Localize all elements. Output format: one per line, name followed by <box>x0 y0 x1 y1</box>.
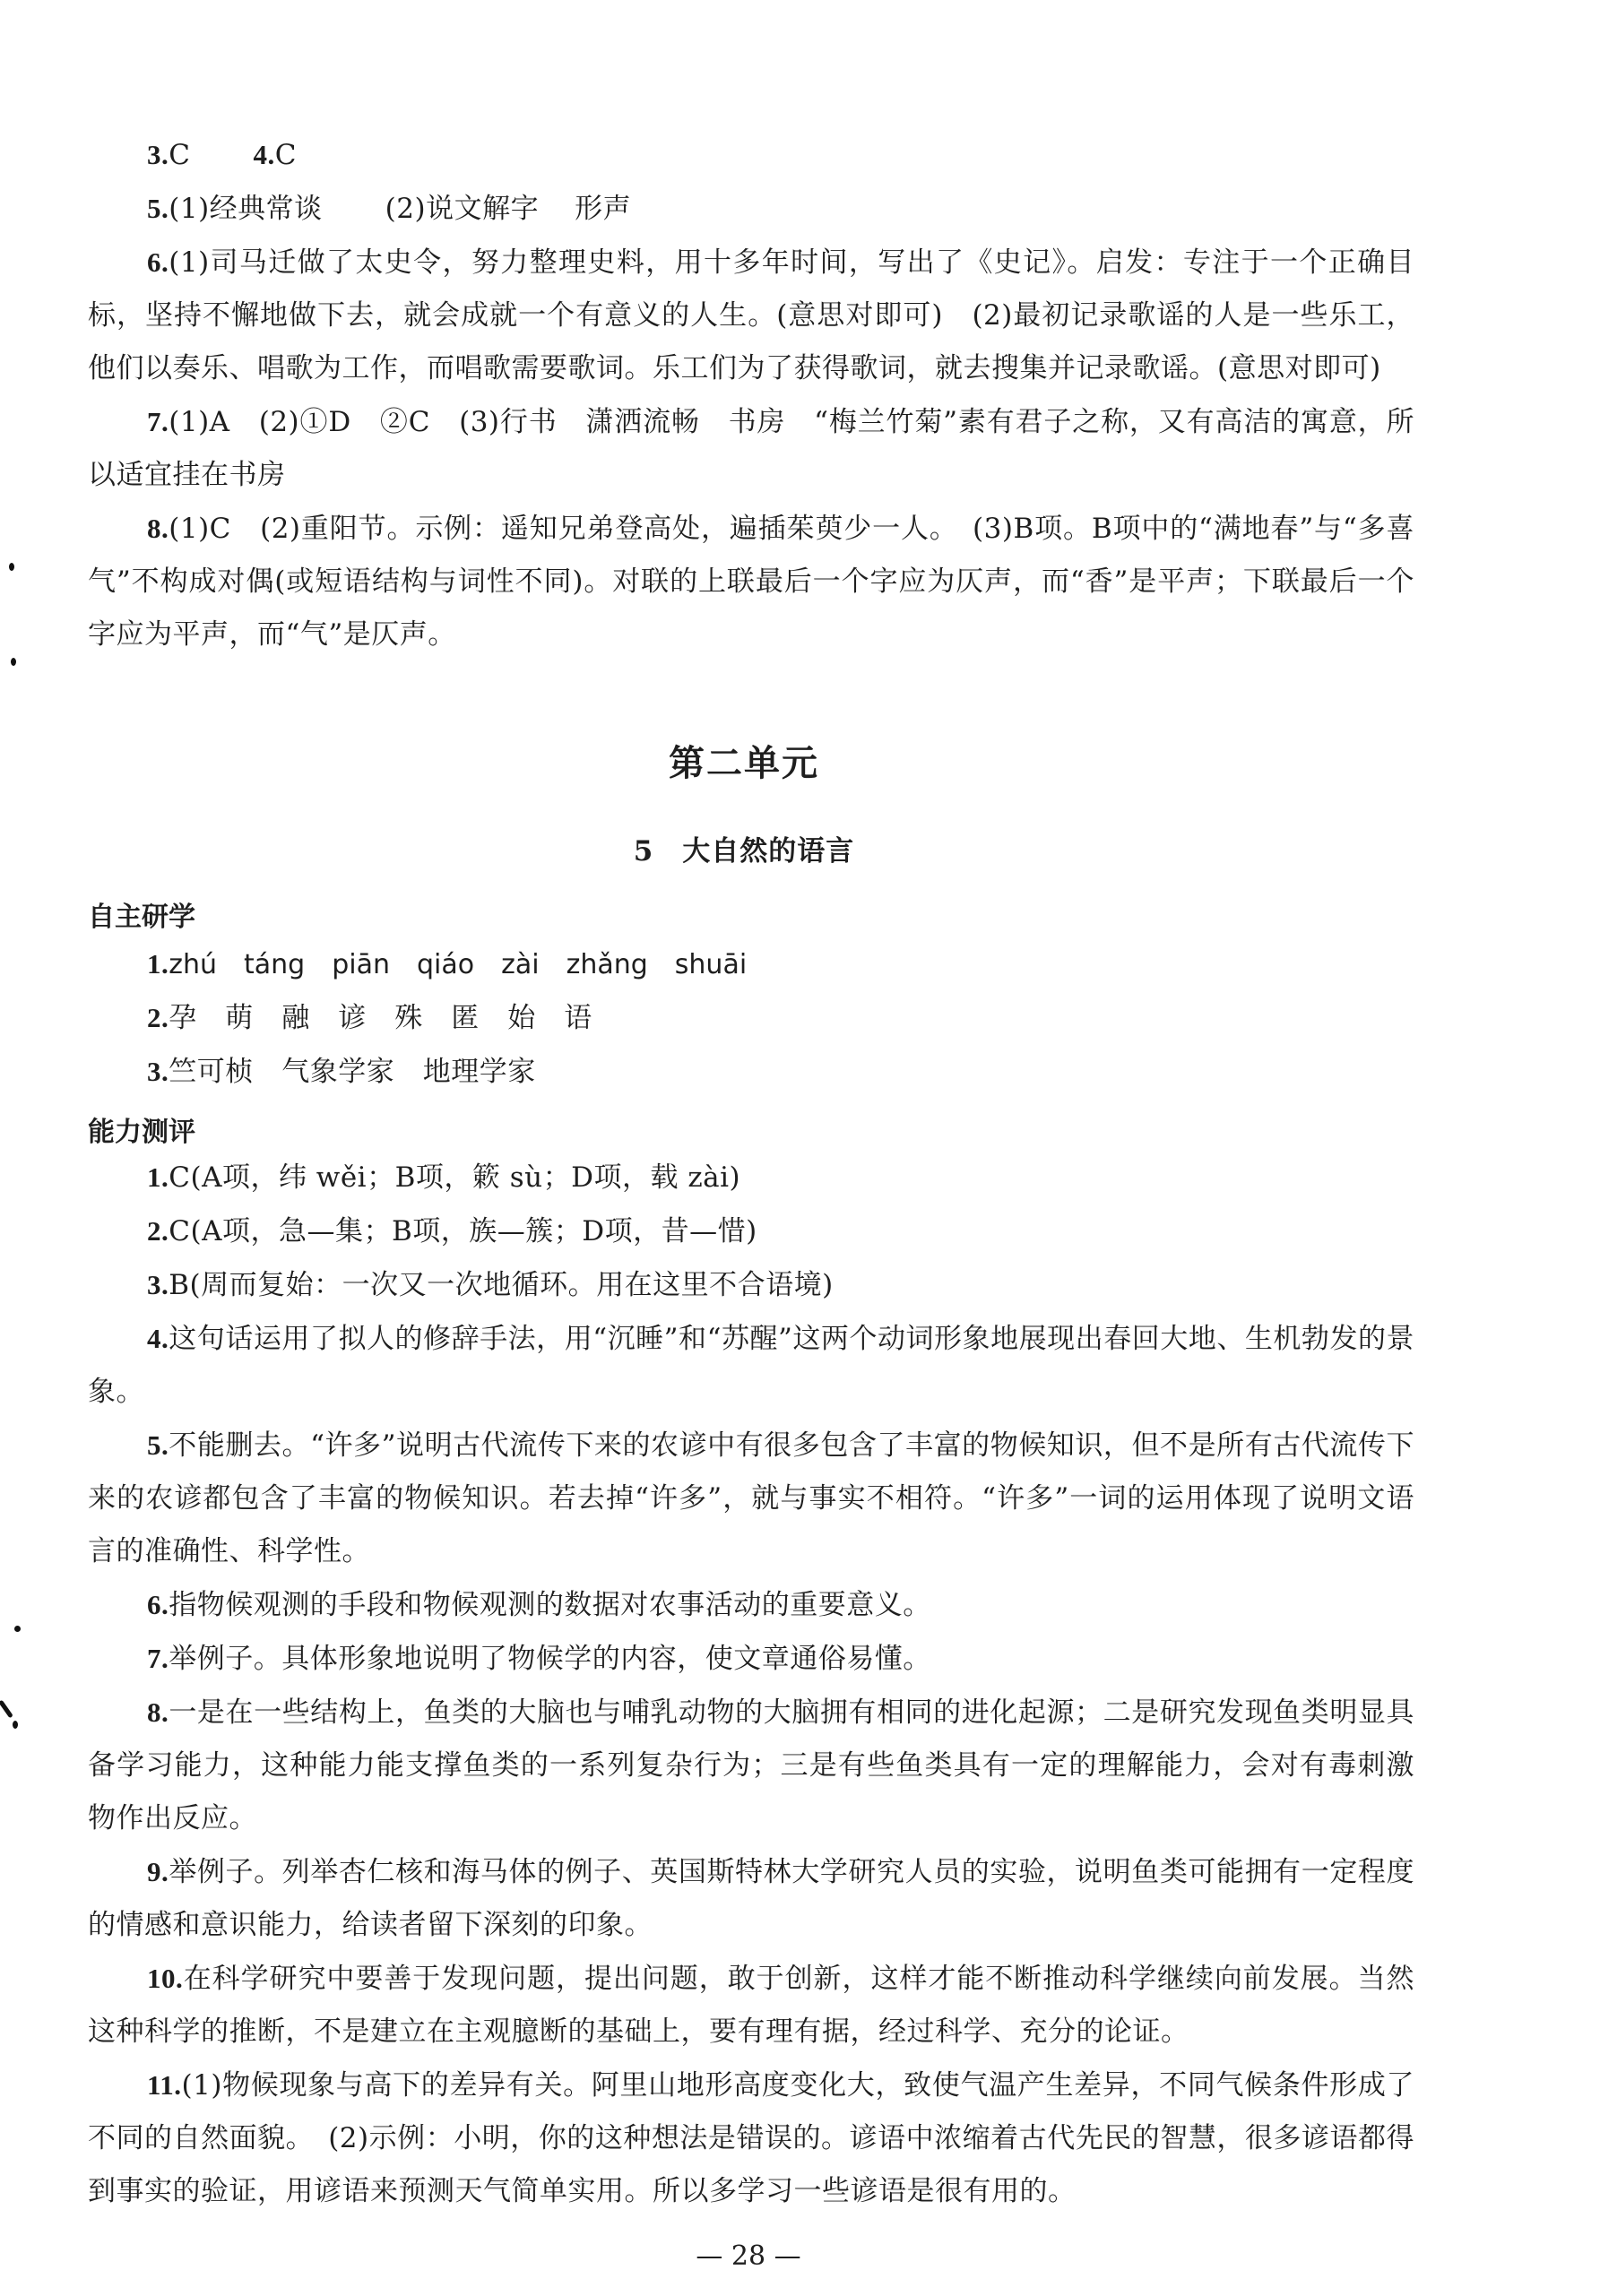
ability-answer-4: 4.这句话运用了拟人的修辞手法，用“沉睡”和“苏醒”这两个动词形象地展现出春回大地、生机勃发的景象。 <box>88 1323 1414 1408</box>
self-study-answer-3: 3.竺可桢 气象学家 地理学家 <box>147 1056 536 1088</box>
top-answers <box>88 128 1414 661</box>
ability-answer-11: 11.(1)物候现象与高下的差异有关。阿里山地形高度变化大，致使气温产生差异，不同气候条件形成了不同的自然面貌。 (2)示例：小明，你的这种想法是错误的。谚语中浓缩着古代先民的智慧，很多谚语都得到事实的验证，用谚语来预测天气简单实用。所以多学习一些谚语是很有用的。 <box>88 2069 1414 2207</box>
ability-answer-5: 5.不能删去。“许多”说明古代流传下来的农谚中有很多包含了丰富的物候知识，但不是所有古代流传下来的农谚都包含了丰富的物候知识。若去掉“许多”，就与事实不相符。“许多”一词的运用体现了说明文语言的准确性、科学性。 <box>88 1429 1414 1567</box>
ability-answer-6: 6.指物候观测的手段和物候观测的数据对农事活动的重要意义。 <box>147 1589 931 1621</box>
ability-answer-2: 2.C(A项，急—集；B项，族—簇；D项，昔—惜) <box>147 1215 757 1247</box>
answer-3-4: 3.C 4.C <box>147 139 297 171</box>
unit-title: 第二单元 <box>669 743 819 784</box>
section-title-ability-test: 能力测评 <box>88 1117 195 1148</box>
answer-8: 8.(1)C (2)重阳节。示例：遥知兄弟登高处，遍插茱萸少一人。 (3)B项。B项中的“满地春”与“多喜气”不构成对偶(或短语结构与词性不同)。对联的上联最后一个字应为仄声，而“香”是平声；下联最后一个字应为平声，而“气”是仄声。 <box>88 513 1414 651</box>
ability-test-answers <box>88 1151 1414 2218</box>
ability-answer-1: 1.C(A项，纬 wěi；B项，簌 sù；D项，载 zài) <box>147 1161 741 1194</box>
ability-answer-10: 10.在科学研究中要善于发现问题，提出问题，敢于创新，这样才能不断推动科学继续向前发展。当然这种科学的推断，不是建立在主观臆断的基础上，要有理有据，经过科学、充分的论证。 <box>88 1963 1414 2048</box>
self-study-answer-2: 2.孕 萌 融 谚 殊 匿 始 语 <box>147 1002 592 1034</box>
page-number: — 28 — <box>696 2240 801 2272</box>
self-study-answer-1: 1.zhú táng piān qiáo zài zhǎng shuāi <box>147 948 748 980</box>
scan-speck <box>11 658 16 666</box>
scan-speck <box>13 1721 18 1729</box>
scan-speck <box>0 1700 13 1719</box>
self-study-answers <box>88 937 1414 1099</box>
section-title-self-study: 自主研学 <box>88 902 195 933</box>
answer-5: 5.(1)经典常谈 (2)说文解字 形声 <box>147 193 632 225</box>
scan-speck <box>9 563 14 571</box>
lesson-title: 5 大自然的语言 <box>633 835 855 867</box>
ability-answer-8: 8.一是在一些结构上，鱼类的大脑也与哺乳动物的大脑拥有相同的进化起源；二是研究发现鱼类明显具备学习能力，这种能力能支撑鱼类的一系列复杂行为；三是有些鱼类具有一定的理解能力，会对有毒刺激物作出反应。 <box>88 1696 1414 1834</box>
ability-answer-9: 9.举例子。列举杏仁核和海马体的例子、英国斯特林大学研究人员的实验，说明鱼类可能拥有一定程度的情感和意识能力，给读者留下深刻的印象。 <box>88 1856 1414 1941</box>
ability-answer-3: 3.B(周而复始：一次又一次地循环。用在这里不合语境) <box>147 1269 834 1301</box>
answer-7: 7.(1)A (2)①D ②C (3)行书 潇洒流畅 书房 “梅兰竹菊”素有君子之称，又有高洁的寓意，所以适宜挂在书房 <box>88 406 1414 491</box>
ability-answer-7: 7.举例子。具体形象地说明了物候学的内容，使文章通俗易懂。 <box>147 1643 931 1675</box>
answer-6: 6.(1)司马迁做了太史令，努力整理史料，用十多年时间，写出了《史记》。启发：专注于一个正确目标，坚持不懈地做下去，就会成就一个有意义的人生。(意思对即可) (2)最初记录歌谣的人是一些乐工，他们以奏乐、唱歌为工作，而唱歌需要歌词。乐工们为了获得歌词，就去搜集并记录歌谣。(意思对即可) <box>88 246 1414 384</box>
scan-speck <box>14 1626 21 1632</box>
